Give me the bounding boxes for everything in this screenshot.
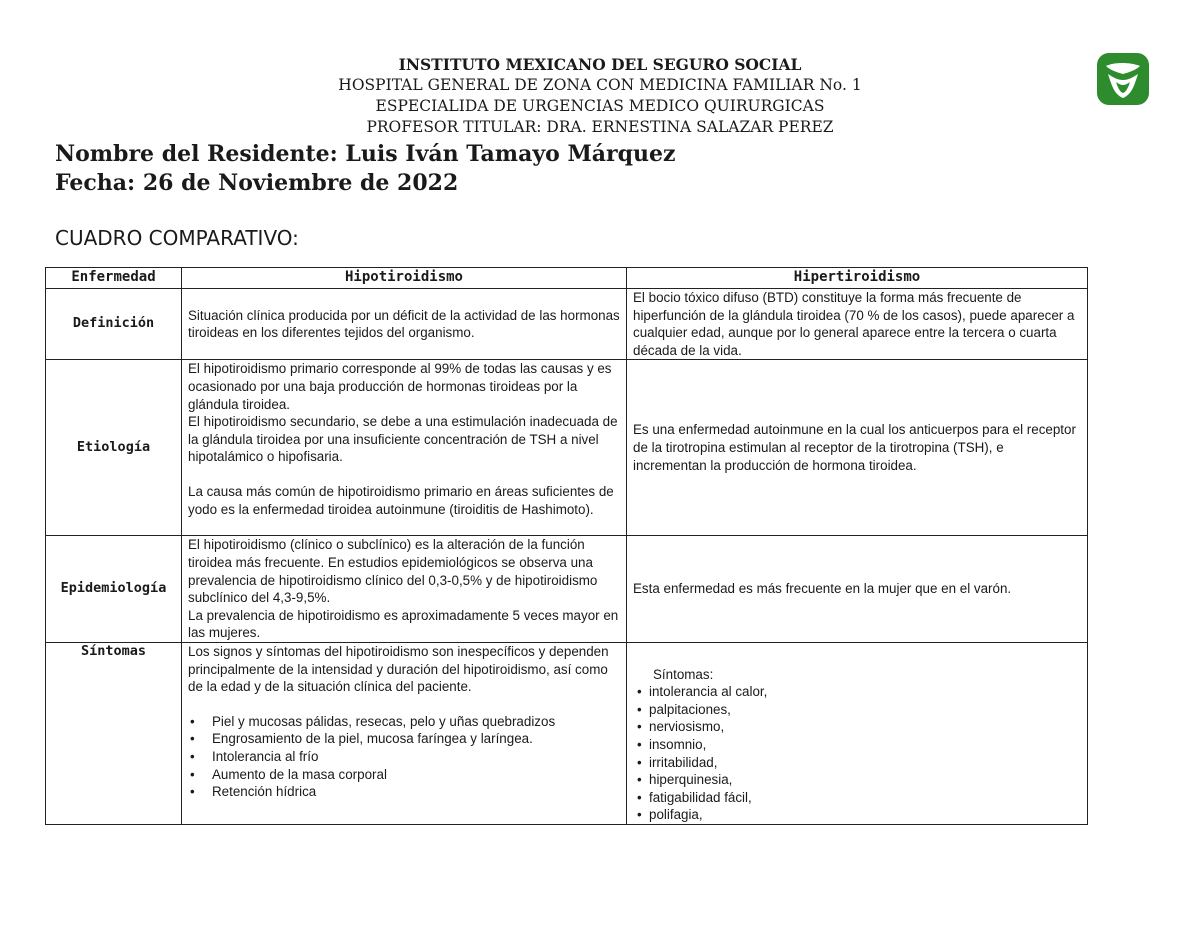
resident-name: Nombre del Residente: Luis Iván Tamayo Márquez — [55, 141, 676, 167]
etiologia-hipo — [182, 360, 627, 536]
list-item: • Aumento de la masa corporal — [212, 766, 620, 784]
comparison-table — [45, 267, 1088, 825]
row-label-epidemiologia: Epidemiología — [46, 536, 182, 643]
list-item: • polifagia, — [649, 806, 1081, 824]
institution-name: INSTITUTO MEXICANO DEL SEGURO SOCIAL — [398, 55, 802, 74]
definicion-hipo: Situación clínica producida por un déficit de la actividad de las hormonas tiroideas en los diferentes tejidos del organismo. — [182, 289, 627, 360]
epidemiologia-hipo-p2: La prevalencia de hipotiroidismo es aproximadamente 5 veces mayor en las mujeres. — [188, 607, 619, 641]
sintomas-hipo-list — [188, 713, 620, 801]
sintomas-hiper-label: Síntomas: — [653, 666, 714, 682]
section-title: CUADRO COMPARATIVO: — [55, 226, 299, 250]
imss-logo-icon — [1096, 52, 1150, 106]
sintomas-hiper-list — [633, 683, 1081, 824]
hospital-name: HOSPITAL GENERAL DE ZONA CON MEDICINA FAMILIAR No. 1 — [338, 76, 862, 94]
list-item: • Engrosamiento de la piel, mucosa faríngea y laríngea. — [212, 730, 620, 748]
sintomas-hipo-intro: Los signos y síntomas del hipotiroidismo son inespecíficos y dependen principalmente de la intensidad y duración del hipotiroidismo, así como de la edad y de la situación clínica del paciente. — [188, 643, 609, 695]
header-hipertiroidismo: Hipertiroidismo — [627, 268, 1088, 289]
paragraph-gap — [188, 696, 620, 713]
etiologia-hipo-p1: El hipotiroidismo primario corresponde al 99% de todas las causas y es ocasionado por una baja producción de hormonas tiroideas por la glándula tiroidea. — [188, 361, 612, 412]
row-label-etiologia: Etiología — [46, 360, 182, 536]
list-item: • intolerancia al calor, — [649, 683, 1081, 701]
epidemiologia-hipo-p1: El hipotiroidismo (clínico o subclínico) es la alteración de la función tiroidea más frecuente. En estudios epidemiológicos se observa una prevalencia de hipotiroidismo clínico del 0,3-0,5% y de hipotiroidismo subclínico del 4,3-9,5%. — [188, 537, 598, 606]
row-label-definicion: Definición — [46, 289, 182, 360]
professor-name: PROFESOR TITULAR: DRA. ERNESTINA SALAZAR PEREZ — [366, 118, 834, 136]
header-enfermedad: Enfermedad — [46, 268, 182, 289]
list-item: • irritabilidad, — [649, 754, 1081, 772]
etiologia-hiper: Es una enfermedad autoinmune en la cual los anticuerpos para el receptor de la tirotropina estimulan al receptor de la tirotropina (TSH), e incrementan la producción de hormona tiroidea. — [627, 360, 1088, 536]
list-item: • fatigabilidad fácil, — [649, 789, 1081, 807]
report-date: Fecha: 26 de Noviembre de 2022 — [55, 170, 459, 196]
table-row-sintomas — [46, 642, 1088, 824]
header-hipotiroidismo: Hipotiroidismo — [182, 268, 627, 289]
epidemiologia-hipo — [182, 536, 627, 643]
list-item: • Intolerancia al frío — [212, 748, 620, 766]
sintomas-hiper — [627, 642, 1088, 824]
definicion-hiper: El bocio tóxico difuso (BTD) constituye la forma más frecuente de hiperfunción de la glándula tiroidea (70 % de los casos), puede aparecer a cualquier edad, aunque por lo general aparece entre la tercera o cuarta década de la vida. — [627, 289, 1088, 360]
paragraph-gap — [188, 466, 620, 483]
table-row-definicion — [46, 289, 1088, 360]
resident-block — [55, 140, 676, 198]
table-row-epidemiologia — [46, 536, 1088, 643]
table-row-etiologia — [46, 360, 1088, 536]
epidemiologia-hiper: Esta enfermedad es más frecuente en la mujer que en el varón. — [627, 536, 1088, 643]
table-header-row — [46, 268, 1088, 289]
etiologia-hipo-p3: La causa más común de hipotiroidismo primario en áreas suficientes de yodo es la enfermedad tiroidea autoinmune (tiroiditis de Hashimoto). — [188, 483, 614, 517]
row-label-sintomas: Síntomas — [46, 642, 182, 824]
list-item: • insomnio, — [649, 736, 1081, 754]
list-item: • Piel y mucosas pálidas, resecas, pelo y uñas quebradizos — [212, 713, 620, 731]
list-item: • nerviosismo, — [649, 718, 1081, 736]
etiologia-hipo-p2: El hipotiroidismo secundario, se debe a una estimulación inadecuada de la glándula tiroidea por una insuficiente concentración de TSH a nivel hipotalámico o hipofisaria. — [188, 414, 618, 465]
list-item: • palpitaciones, — [649, 701, 1081, 719]
list-item: • Retención hídrica — [212, 783, 620, 801]
sintomas-hipo — [182, 642, 627, 824]
specialty-name: ESPECIALIDA DE URGENCIAS MEDICO QUIRURGICAS — [375, 97, 825, 115]
list-item: • hiperquinesia, — [649, 771, 1081, 789]
document-header — [0, 54, 1200, 138]
